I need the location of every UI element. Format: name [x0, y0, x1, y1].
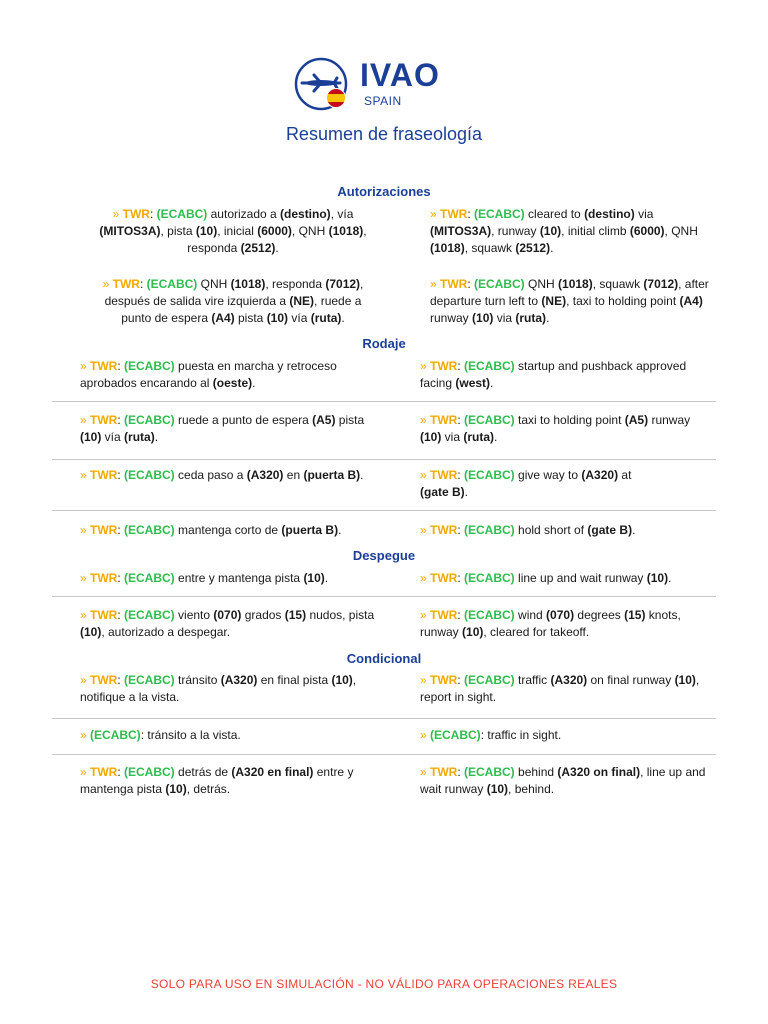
phrase-text: , taxi to holding point [566, 294, 680, 308]
callsign: (ECABC) [464, 673, 515, 687]
phrase-text: via [634, 207, 654, 221]
phrase-text: : [467, 207, 475, 221]
phrase-text: , runway [491, 224, 540, 238]
phrase-value: (070) [546, 608, 575, 622]
callsign: (ECABC) [156, 207, 208, 221]
bullet-icon: » [420, 571, 431, 585]
disclaimer: SOLO PARA USO EN SIMULACIÓN - NO VÁLIDO PARA OPERACIONES REALES [150, 977, 618, 991]
bullet-icon: » [80, 571, 91, 585]
phrase-text: , squawk [592, 277, 644, 291]
divider [52, 401, 716, 402]
phrase-text: tránsito [174, 673, 221, 687]
station-label: TWR [430, 523, 458, 537]
callsign: (ECABC) [464, 359, 515, 373]
phrase-text: : [117, 523, 125, 537]
callsign: (ECABC) [124, 413, 175, 427]
phrase-en [420, 522, 710, 539]
phrase-text: detrás de [174, 765, 232, 779]
phrase-text: , notifique a la vista. [80, 673, 357, 704]
phrase-value: (ruta) [310, 311, 342, 325]
phrase-value: (2512) [240, 241, 276, 255]
phrase-text: . [668, 571, 672, 585]
phrase-text: hold short of [514, 523, 588, 537]
phrase-value: (15) [284, 608, 307, 622]
phrase-text: , behind. [508, 782, 555, 796]
phrase-text: startup and pushback approved facing [420, 359, 687, 390]
phrase-en [420, 672, 710, 706]
phrase-text: en final pista [257, 673, 332, 687]
phrase-text: knots, runway [420, 608, 681, 639]
bullet-icon: » [430, 277, 441, 291]
phrase-text: , after departure turn left to [430, 277, 709, 308]
phrase-value: (MITOS3A) [99, 224, 161, 238]
section-title-condicional: Condicional [346, 651, 422, 666]
phrase-en [420, 412, 710, 446]
phrase-text: mantenga corto de [174, 523, 282, 537]
callsign: (ECABC) [464, 765, 515, 779]
phrase-value: (A320) [220, 673, 258, 687]
station-label: TWR [90, 413, 118, 427]
phrase-value: (NE) [289, 294, 315, 308]
phrase-text: , responda [265, 277, 326, 291]
phrase-value: (10) [674, 673, 696, 687]
phrase-value: (A320 en final) [231, 765, 314, 779]
phrase-text: , detrás. [186, 782, 231, 796]
phrase-es [88, 276, 378, 327]
phrase-value: (7012) [643, 277, 679, 291]
bullet-icon: » [430, 207, 441, 221]
phrase-text: via [493, 311, 516, 325]
phrase-value: (10) [472, 311, 494, 325]
callsign: (ECABC) [464, 468, 515, 482]
phrase-es [88, 206, 378, 257]
phrase-text: : [457, 765, 465, 779]
phrase-es [80, 522, 380, 539]
phrase-value: (A320) [581, 468, 619, 482]
phrase-text: : [117, 413, 125, 427]
phrase-value: (A4) [211, 311, 235, 325]
station-label: TWR [430, 673, 458, 687]
phrase-value: (NE) [541, 294, 567, 308]
bullet-icon: » [420, 523, 431, 537]
phrase-value: (15) [624, 608, 646, 622]
bullet-icon: » [80, 608, 91, 622]
phrase-text: : [457, 359, 465, 373]
phrase-value: (ruta) [463, 430, 495, 444]
phrase-en [420, 570, 710, 587]
phrase-en [420, 727, 710, 744]
bullet-icon: » [420, 673, 431, 687]
bullet-icon: » [420, 359, 431, 373]
phrase-value: (10) [462, 625, 484, 639]
phrase-text: . [632, 523, 636, 537]
phrase-en [430, 276, 715, 327]
phrase-es [80, 672, 380, 706]
bullet-icon: » [80, 468, 91, 482]
phrase-text: give way to [514, 468, 582, 482]
phrase-text: . [490, 376, 494, 390]
station-label: TWR [430, 413, 458, 427]
phrase-text: , line up and wait runway [420, 765, 706, 796]
phrase-value: (1018) [230, 277, 266, 291]
phrase-value: (A5) [312, 413, 336, 427]
phrase-text: : [117, 673, 125, 687]
phrase-es [80, 727, 380, 744]
phrase-value: (10) [303, 571, 325, 585]
phrase-value: (10) [195, 224, 218, 238]
phrase-text: traffic [514, 673, 551, 687]
station-label: TWR [90, 608, 118, 622]
phrase-text: cleared to [524, 207, 585, 221]
callsign: (ECABC) [90, 728, 141, 742]
section-title-despegue: Despegue [352, 548, 416, 563]
callsign: (ECABC) [124, 523, 175, 537]
phrase-value: (ruta) [124, 430, 155, 444]
phrase-value: (MITOS3A) [430, 224, 492, 238]
phrase-text: pista [335, 413, 365, 427]
phrase-text: , squawk [464, 241, 516, 255]
station-label: TWR [90, 359, 118, 373]
phrase-value: (gate B) [420, 485, 465, 499]
callsign: (ECABC) [430, 728, 481, 742]
callsign: (ECABC) [146, 277, 198, 291]
phrase-text: , pista [160, 224, 196, 238]
bullet-icon: » [420, 413, 431, 427]
bullet-icon: » [420, 765, 431, 779]
phrase-value: (oeste) [212, 376, 253, 390]
phrase-value: (A5) [624, 413, 649, 427]
phrase-value: (A4) [679, 294, 703, 308]
phrase-value: (10) [486, 782, 509, 796]
callsign: (ECABC) [124, 571, 175, 585]
logo-text: IVAO [360, 57, 440, 93]
phrase-es [80, 764, 380, 798]
phrase-text: , autorizado a despegar. [101, 625, 231, 639]
station-label: TWR [430, 765, 458, 779]
phrase-text: : [457, 523, 465, 537]
station-label: TWR [90, 571, 118, 585]
phrase-text: puesta en marcha y retroceso aprobados encarando al [80, 359, 337, 390]
divider [52, 459, 716, 460]
callsign: (ECABC) [124, 359, 175, 373]
station-label: TWR [430, 608, 458, 622]
phrase-text: . [275, 241, 279, 255]
callsign: (ECABC) [124, 608, 175, 622]
phrase-text: ceda paso a [174, 468, 247, 482]
phrase-text: degrees [574, 608, 625, 622]
station-label: TWR [90, 765, 118, 779]
phrase-text: : tránsito a la vista. [140, 728, 241, 742]
phrase-text: , vía [330, 207, 354, 221]
phrase-text: vía [288, 311, 311, 325]
callsign: (ECABC) [464, 413, 515, 427]
callsign: (ECABC) [474, 207, 525, 221]
phrase-value: (10) [80, 625, 102, 639]
phrase-text: taxi to holding point [514, 413, 625, 427]
phrase-value: (destino) [280, 207, 331, 221]
station-label: TWR [440, 277, 468, 291]
phrase-en [420, 358, 710, 392]
phrase-value: (ruta) [515, 311, 547, 325]
phrase-text: wind [514, 608, 547, 622]
phrase-text: : [467, 277, 475, 291]
phrase-value: (10) [539, 224, 562, 238]
phrase-text: , QNH [664, 224, 698, 238]
bullet-icon: » [80, 765, 91, 779]
phrase-value: (10) [80, 430, 102, 444]
phrase-text: : [457, 468, 465, 482]
callsign: (ECABC) [464, 571, 515, 585]
phrase-value: (1018) [328, 224, 364, 238]
phrase-value: (A320 on final) [557, 765, 641, 779]
phrase-value: (2512) [515, 241, 551, 255]
callsign: (ECABC) [464, 523, 515, 537]
divider [52, 718, 716, 719]
phrase-text: ruede a punto de espera [174, 413, 313, 427]
phrase-value: (10) [646, 571, 669, 585]
phrase-en [420, 764, 710, 798]
phrase-text: , report in sight. [420, 673, 700, 704]
phrase-text: viento [174, 608, 214, 622]
phrase-text: , cleared for takeoff. [483, 625, 590, 639]
phrase-value: (10) [420, 430, 442, 444]
phrase-value: (puerta B) [303, 468, 361, 482]
phrase-text: entre y mantenga pista [174, 571, 304, 585]
phrase-text: , initial climb [561, 224, 630, 238]
phrase-text: . [494, 430, 498, 444]
phrase-text: . [338, 523, 342, 537]
phrase-es [80, 358, 380, 392]
phrase-es [80, 467, 380, 484]
phrase-value: (7012) [325, 277, 361, 291]
phrase-text: via [441, 430, 464, 444]
callsign: (ECABC) [124, 468, 175, 482]
phrase-text: QNH [197, 277, 231, 291]
phrase-text: . [464, 485, 469, 499]
station-label: TWR [440, 207, 468, 221]
phrase-en [420, 607, 710, 641]
phrase-text: . [360, 468, 364, 482]
ivao-logo [294, 55, 464, 113]
phrase-text: : [149, 207, 157, 221]
bullet-icon: » [420, 468, 431, 482]
bullet-icon: » [420, 608, 431, 622]
callsign: (ECABC) [464, 608, 515, 622]
section-title-rodaje: Rodaje [362, 336, 406, 351]
station-label: TWR [430, 571, 458, 585]
divider [52, 596, 716, 597]
callsign: (ECABC) [124, 765, 175, 779]
phrase-text: : [457, 673, 465, 687]
bullet-icon: » [102, 277, 113, 291]
logo-subtitle: SPAIN [364, 94, 402, 108]
phrase-text: runway [430, 311, 473, 325]
phrase-value: (gate B) [587, 523, 633, 537]
phrase-text: , QNH [291, 224, 329, 238]
phrase-text: : [457, 571, 465, 585]
phrase-text: : [139, 277, 147, 291]
phrase-text: on final runway [587, 673, 675, 687]
station-label: TWR [430, 359, 458, 373]
divider [52, 510, 716, 511]
phrase-text: QNH [524, 277, 559, 291]
phrase-value: (A320) [550, 673, 588, 687]
bullet-icon: » [80, 728, 91, 742]
phrase-value: (10) [165, 782, 187, 796]
phrase-text: , inicial [217, 224, 258, 238]
phrase-text: autorizado a [207, 207, 281, 221]
station-label: TWR [90, 468, 118, 482]
bullet-icon: » [80, 359, 91, 373]
phrase-text: behind [514, 765, 558, 779]
phrase-text: vía [101, 430, 125, 444]
phrase-text: : [457, 608, 465, 622]
bullet-icon: » [420, 728, 431, 742]
phrase-text: : [117, 571, 125, 585]
phrase-value: (west) [455, 376, 491, 390]
page-title: Resumen de fraseología [285, 124, 483, 144]
phrase-value: (070) [213, 608, 242, 622]
phrase-text: : [117, 468, 125, 482]
phrase-text: . [154, 430, 159, 444]
phrase-text: , responda [187, 224, 367, 255]
phrase-text: pista [234, 311, 267, 325]
bullet-icon: » [80, 523, 91, 537]
phrase-en [420, 467, 640, 501]
phrase-text: : [117, 765, 125, 779]
phrase-text: runway [648, 413, 691, 427]
phrase-text: . [546, 311, 550, 325]
phrase-es [80, 607, 380, 641]
phrase-value: (1018) [558, 277, 593, 291]
phrase-value: (A320) [246, 468, 284, 482]
phrase-value: (1018) [430, 241, 465, 255]
station-label: TWR [122, 207, 150, 221]
phrase-text: entre y mantenga pista [80, 765, 354, 796]
phrase-text: grados [241, 608, 285, 622]
bullet-icon: » [112, 207, 123, 221]
phrase-text: nudos, pista [306, 608, 375, 622]
section-title-autorizaciones: Autorizaciones [337, 184, 431, 199]
phrase-value: (6000) [629, 224, 665, 238]
callsign: (ECABC) [124, 673, 175, 687]
phrase-text: , después de salida vire izquierda a [104, 277, 364, 308]
phrase-text: line up and wait runway [514, 571, 647, 585]
phrase-text: : [117, 359, 125, 373]
station-label: TWR [430, 468, 458, 482]
station-label: TWR [90, 523, 118, 537]
phrase-value: (destino) [584, 207, 635, 221]
phrase-es [80, 570, 380, 587]
station-label: TWR [112, 277, 140, 291]
bullet-icon: » [80, 673, 91, 687]
phrase-en [430, 206, 710, 257]
phrase-text: en [283, 468, 304, 482]
spain-flag-icon [326, 88, 346, 108]
phrase-text: , ruede a punto de espera [121, 294, 362, 325]
phrase-text: at [618, 468, 632, 482]
phrase-text: : [117, 608, 125, 622]
phrase-value: (10) [266, 311, 289, 325]
station-label: TWR [90, 673, 118, 687]
phrase-text: . [341, 311, 345, 325]
phrase-value: (puerta B) [281, 523, 339, 537]
divider [52, 754, 716, 755]
phrase-text: . [252, 376, 256, 390]
bullet-icon: » [80, 413, 91, 427]
phrase-text: : traffic in sight. [480, 728, 562, 742]
phrase-text: . [550, 241, 554, 255]
phrase-value: (10) [331, 673, 353, 687]
callsign: (ECABC) [474, 277, 525, 291]
phrase-value: (6000) [257, 224, 292, 238]
phrase-text: . [324, 571, 329, 585]
phrase-text: : [457, 413, 465, 427]
phrase-es [80, 412, 380, 446]
